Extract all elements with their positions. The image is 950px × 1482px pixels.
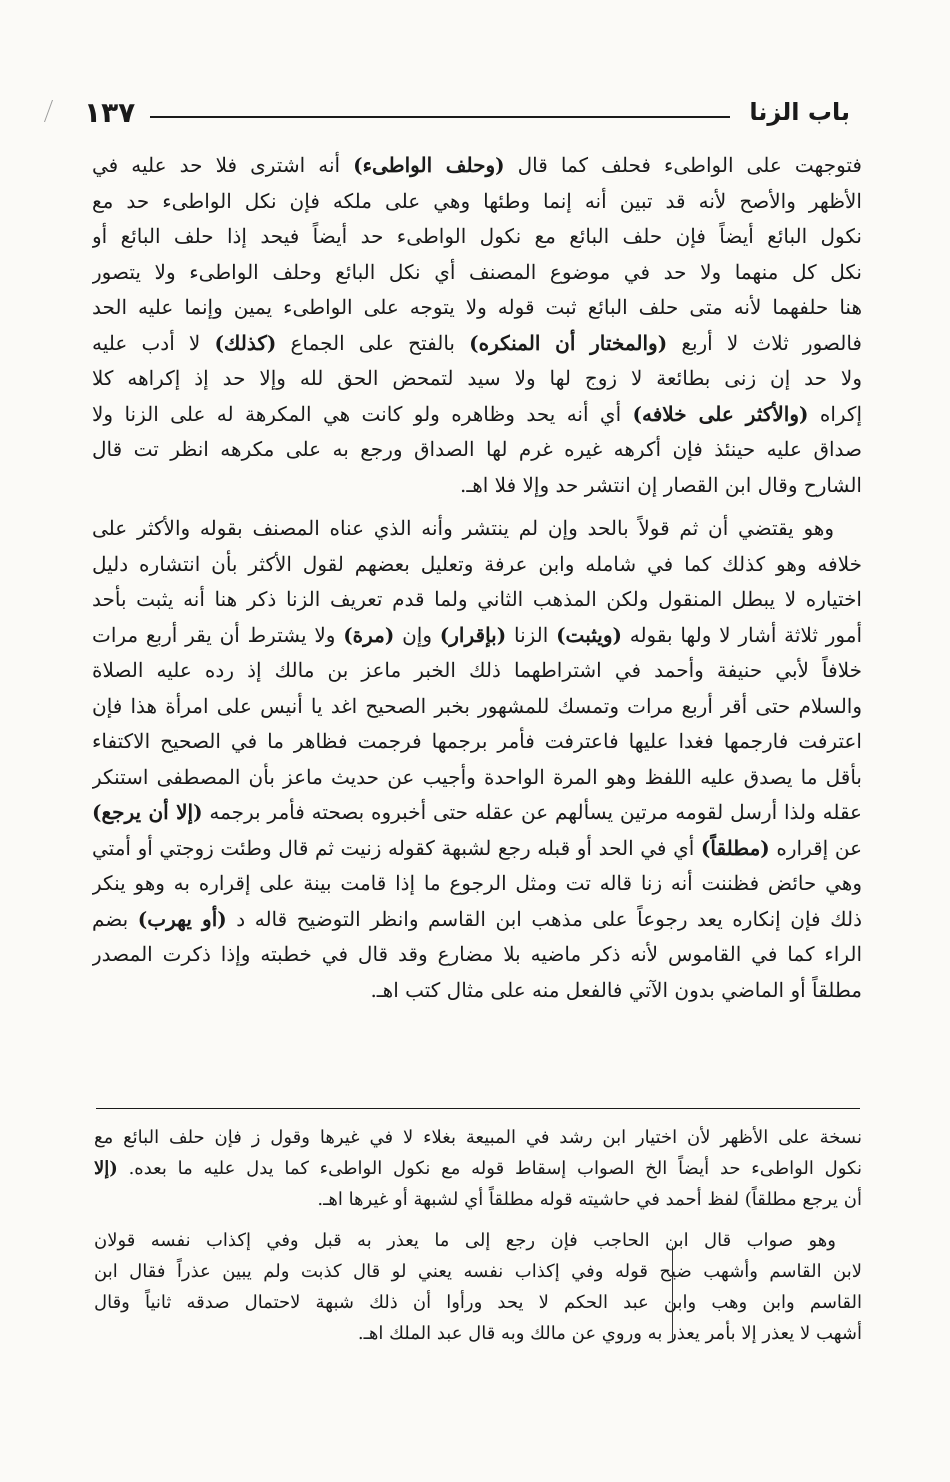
margin-mark — [44, 100, 63, 122]
header-rule — [150, 116, 730, 118]
text-line: اعترفت فارجمها فغدا عليها فاعترفت فأمر برجمها فرجمت فظاهر ما في الصحيح الاكتفاء — [92, 729, 862, 753]
footnote-line: نسخة على الأظهر لأن اختيار ابن رشد في المبيعة بغلاء لا في غيرها وقول ز فإن حلف البائع مع — [94, 1127, 862, 1148]
text-line: عن إقراره (مطلقاً) أي في الحد أو قبله رجع لشبهة كقوله زنيت ثم قال وطئت زوجتي أو أمتي — [92, 835, 862, 860]
text-line: نكل كل منهما ولا حد في موضوع المصنف أي نكل البائع وحلف الواطىء ولا يتصور — [92, 259, 862, 284]
text-line: مطلقاً أو الماضي بدون الآتي فالفعل منه على مثال كتب اهـ. — [370, 977, 862, 1002]
text-line: أمور ثلاثة أشار لا ولها بقوله (ويثبت) الزنا (بإقرار) وإن (مرة) ولا يشترط أن يقر أربع مرات — [92, 622, 862, 647]
text-line: نكول البائع أيضاً فإن حلف البائع مع نكول الواطىء حد أيضاً فيحد إذا حلف البائع أو — [92, 224, 862, 248]
text-line: وهو يقتضي أن ثم قولاً بالحد وإن لم ينتشر وأنه الذي عناه المصنف بقوله والأكثر على — [92, 516, 834, 540]
text-line: والسلام حتى أقر أربع مرات وتمسك للمشهور بخبر الصحيح اغد يا أنيس على امرأة هذا فإن — [92, 693, 862, 718]
footnotes — [94, 1122, 862, 1349]
text-line: ولا حد إن زنى بطائعة لا زوج لها ولا سيد لتمحض الحق لله وإلا حد إذ إكراهه كلا — [92, 366, 862, 390]
text-line: الشارح وقال ابن القصار إن انتشر حد وإلا فلا اهـ. — [459, 472, 862, 497]
text-line: ذلك فإن إنكاره يعد رجوعاً على مذهب ابن القاسم وانظر التوضيح قاله د (أو يهرب) بضم — [92, 906, 862, 931]
text-line: اختياره لا يبطل المنقول ولكن المذهب الثاني ولما قدم تعريف الزنا ذكر هنا أنه يثبت بأحد — [92, 587, 862, 611]
text-line: خلافه وهو كذلك كما في شامله وابن عرفة وتعليل بعضهم لقول الأكثر بأن انتشاره دليل — [92, 551, 862, 576]
footnote-line: وهو صواب قال ابن الحاجب فإن رجع إلى ما يعذر به قبل وفي إكذاب نفسه قولان — [94, 1230, 836, 1251]
footnote-divider — [96, 1108, 860, 1109]
main-paragraph — [92, 148, 862, 503]
page-number: ١٣٧ — [84, 96, 136, 129]
chapter-title: باب الزنا — [749, 98, 850, 126]
text-line: الراء كما في القاموس لأنه ذكر ماضيه بلا مضارع وقد قال في خطبته وإذا ذكرت المصدر — [92, 942, 862, 966]
margin-bar — [672, 1246, 673, 1340]
main-paragraph — [92, 511, 862, 1008]
text-line: هنا حلفهما لأنه متى حلف البائع ثبت قوله ولا يتوجه على الواطىء يمين وإنما عليه الحد — [92, 295, 862, 319]
text-line: الأظهر والأصح لأنه قد تبين أنه إنما وطئها وهي على ملكه فإن نكل الواطىء حد مع — [92, 188, 862, 213]
text-line: عقله ولذا أرسل لقومه مرتين يسألهم عن عقله حتى أخبروه بصحته فأمر برجمه (إلا أن يرجع) — [92, 800, 862, 824]
text-line: صداق عليه حينئذ فإن أكرهه غيره غرم لها الصداق ورجع به على مكرهه انظر تت قال — [92, 437, 862, 461]
main-text — [92, 148, 862, 1008]
footnote-paragraph — [94, 1122, 862, 1215]
footnote-paragraph — [94, 1225, 862, 1349]
text-line: إكراه (والأكثر على خلافه) أي أنه يحد وظاهره ولو كانت هي المكرهة له على الزنا ولا — [92, 401, 862, 426]
footnote-line: أشهب لا يعذر إلا بأمر يعذر به وروي عن مالك وبه قال عبد الملك اهـ. — [357, 1323, 862, 1344]
footnote-line: أن يرجع مطلقاً) لفظ أحمد في حاشيته قوله مطلقاً أي لشبهة أو غيرها اهـ. — [317, 1189, 862, 1210]
footnote-line: نكول الواطىء حد أيضاً الخ الصواب إسقاط قوله مع نكول الواطىء كما يدل عليه ما بعده. (إلا — [94, 1158, 862, 1179]
text-line: خلافاً لأبي حنيفة وأحمد في اشتراطهما ذلك الخبر ماعز بن مالك إذ رده عليه الصلاة — [92, 658, 862, 682]
text-line: فتوجهت على الواطىء فحلف كما قال (وحلف الواطىء) أنه اشترى فلا حد عليه في — [92, 153, 862, 177]
text-line: بأقل ما يصدق عليه اللفظ وهو المرة الواحدة وأجيب عن حديث ماعز بأن المصطفى استنكر — [92, 764, 862, 789]
footnote-line: القاسم وابن وهب وابن عبد الحكم لا يحد ورأوا أن ذلك شبهة لاحتمال صدقه ثانياً وقال — [94, 1292, 862, 1313]
page-header — [84, 96, 850, 136]
text-line: فالصور ثلاث لا أربع (والمختار أن المنكره) بالفتح على الجماع (كذلك) لا أدب عليه — [92, 330, 862, 355]
footnote-line: لابن القاسم وأشهب ضيح قوله وفي إكذاب نفسه يعني لو قال كذبت ولم يبين عذراً فقال ابن — [94, 1261, 862, 1282]
text-line: وهي حائض فظننت أنه زنا قاله تت ومثل الرجوع ما إذا قامت بينة على إقراره به وهو ينكر — [92, 871, 862, 895]
